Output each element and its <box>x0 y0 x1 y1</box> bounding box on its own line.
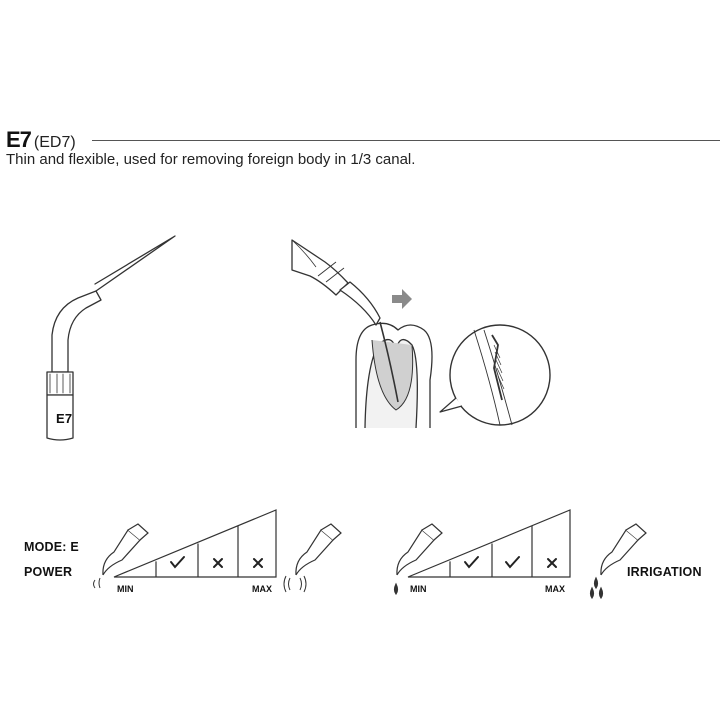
irrigation-handpiece-max-icon <box>591 524 647 598</box>
tip-description: Thin and flexible, used for removing foreign body in 1/3 canal. <box>6 151 416 168</box>
mode-label: MODE: E <box>24 540 79 554</box>
handpiece-in-tooth-illustration <box>292 240 550 428</box>
irrigation-min-label: MIN <box>410 584 427 594</box>
power-level-chart <box>114 510 276 577</box>
power-handpiece-max-icon <box>284 524 341 592</box>
power-min-label: MIN <box>117 584 134 594</box>
power-max-label: MAX <box>252 584 272 594</box>
scaler-tip-illustration <box>47 236 175 440</box>
power-label: POWER <box>24 565 73 579</box>
tip-code-title: E7 <box>6 127 31 152</box>
irrigation-max-label: MAX <box>545 584 565 594</box>
irrigation-label: IRRIGATION <box>627 565 702 579</box>
irrigation-level-chart <box>408 510 570 577</box>
power-handpiece-min-icon <box>94 524 149 588</box>
tip-body-label: E7 <box>56 411 73 426</box>
tip-alt-code: (ED7) <box>33 134 76 151</box>
